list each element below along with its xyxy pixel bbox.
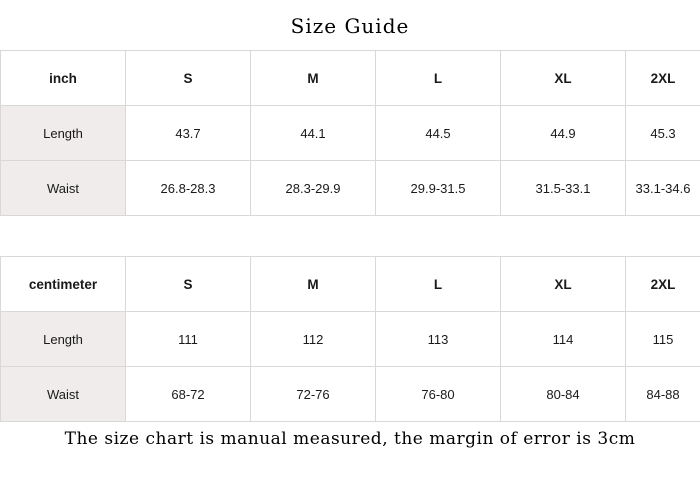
column-header-l: L: [376, 51, 501, 106]
column-header-m: M: [251, 51, 376, 106]
cell-length-m: 44.1: [251, 106, 376, 161]
table-row: [1, 312, 700, 367]
table-row: [1, 161, 700, 216]
column-header-m: M: [251, 257, 376, 312]
column-header-s: S: [126, 257, 251, 312]
cell-length-xl: 114: [501, 312, 626, 367]
unit-label-inch: inch: [1, 51, 126, 106]
page-title: Size Guide: [290, 14, 410, 38]
cell-length-2xl: 115: [626, 312, 700, 367]
cell-length-xl: 44.9: [501, 106, 626, 161]
cell-waist-l: 29.9-31.5: [376, 161, 501, 216]
size-table-inch: [0, 50, 700, 216]
cell-length-l: 113: [376, 312, 501, 367]
cell-length-s: 43.7: [126, 106, 251, 161]
cell-length-l: 44.5: [376, 106, 501, 161]
unit-label-centimeter: centimeter: [1, 257, 126, 312]
table-header-row: [1, 51, 700, 106]
cell-waist-2xl: 33.1-34.6: [626, 161, 700, 216]
cell-length-2xl: 45.3: [626, 106, 700, 161]
cell-waist-xl: 80-84: [501, 367, 626, 422]
row-label-waist: Waist: [1, 367, 126, 422]
row-label-length: Length: [1, 312, 126, 367]
cell-waist-m: 28.3-29.9: [251, 161, 376, 216]
cell-length-s: 111: [126, 312, 251, 367]
column-header-s: S: [126, 51, 251, 106]
cell-length-m: 112: [251, 312, 376, 367]
column-header-xl: XL: [501, 51, 626, 106]
table-spacer: [0, 216, 700, 256]
table-row: [1, 367, 700, 422]
cell-waist-s: 26.8-28.3: [126, 161, 251, 216]
column-header-xl: XL: [501, 257, 626, 312]
row-label-waist: Waist: [1, 161, 126, 216]
cell-waist-l: 76-80: [376, 367, 501, 422]
row-label-length: Length: [1, 106, 126, 161]
cell-waist-s: 68-72: [126, 367, 251, 422]
cell-waist-m: 72-76: [251, 367, 376, 422]
table-row: [1, 106, 700, 161]
column-header-2xl: 2XL: [626, 51, 700, 106]
column-header-2xl: 2XL: [626, 257, 700, 312]
size-table-centimeter: [0, 256, 700, 422]
column-header-l: L: [376, 257, 501, 312]
table-header-row: [1, 257, 700, 312]
cell-waist-xl: 31.5-33.1: [501, 161, 626, 216]
cell-waist-2xl: 84-88: [626, 367, 700, 422]
measurement-disclaimer: The size chart is manual measured, the margin of error is 3cm: [64, 429, 636, 449]
